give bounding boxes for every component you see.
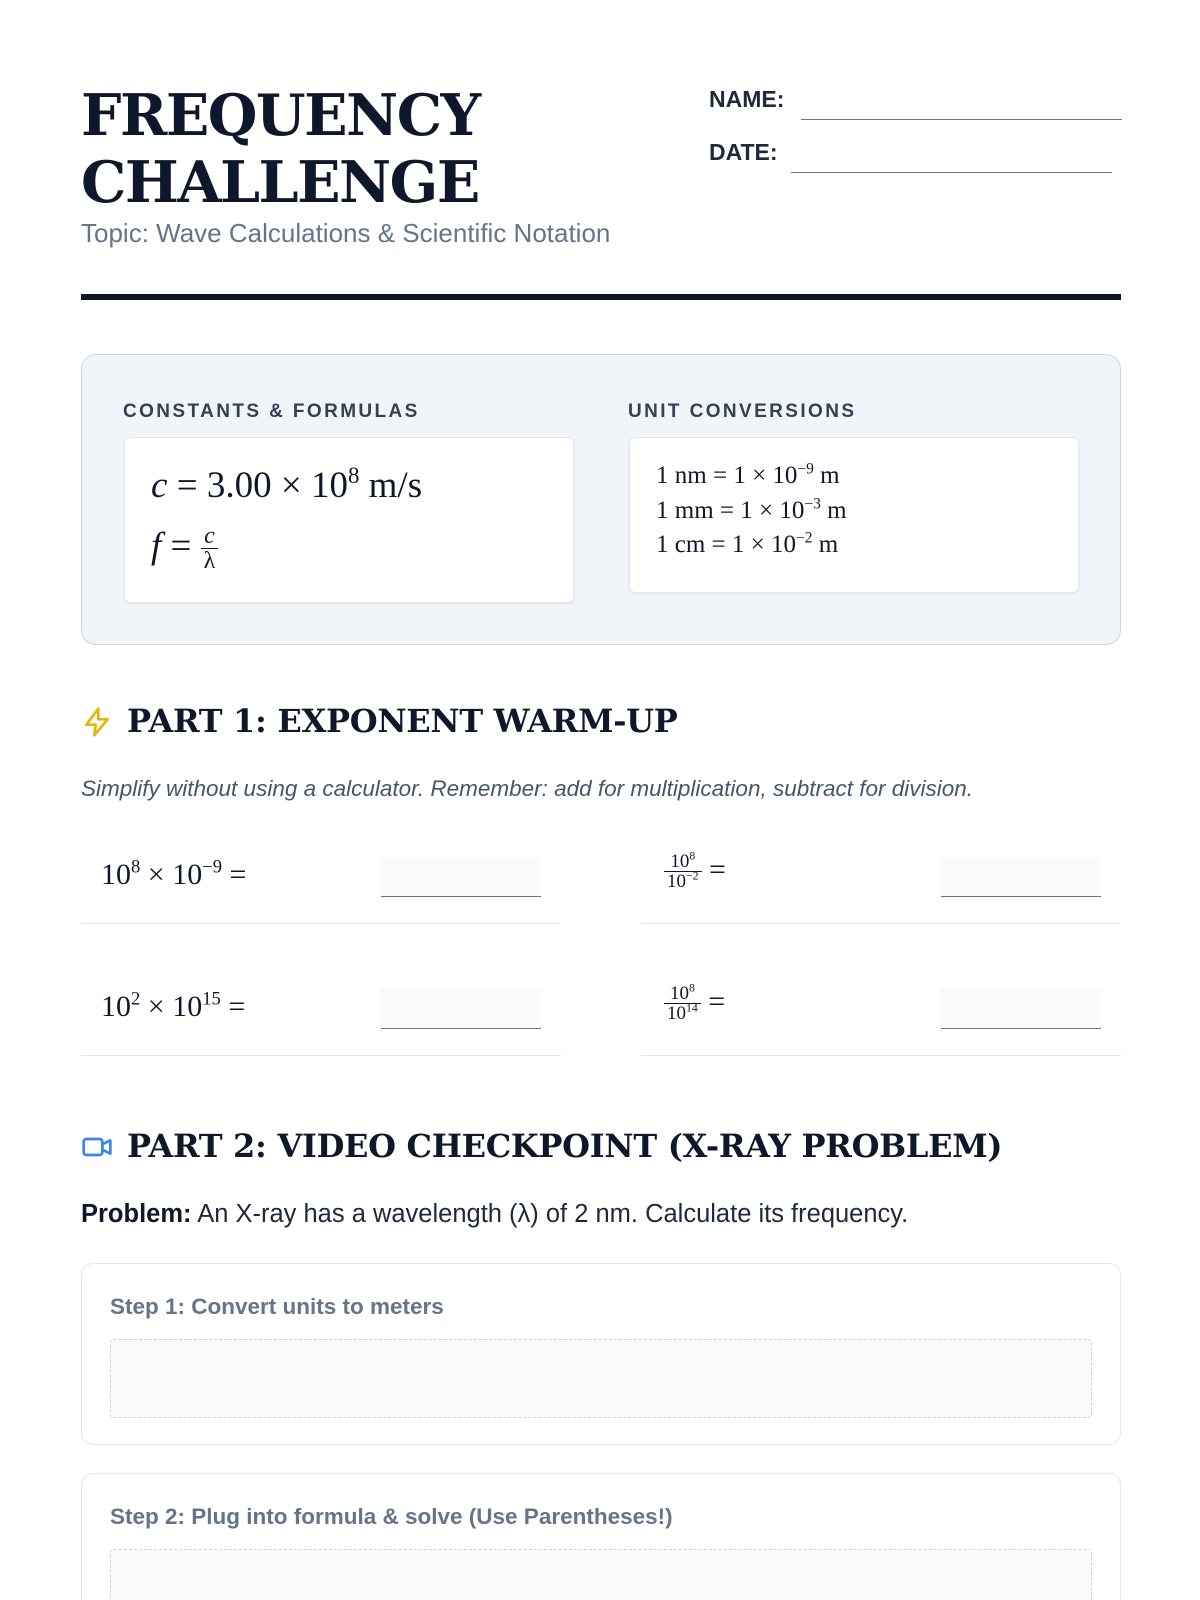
- part2-title: PART 2: VIDEO CHECKPOINT (X-RAY PROBLEM): [127, 1127, 1003, 1165]
- step-1-work-area[interactable]: [110, 1339, 1092, 1418]
- conversion-cm: 1 cm = $1 \times 10^{-2}$ m: [656, 529, 839, 558]
- problem-text: An X-ray has a wavelength (λ) of 2 nm. Calculate its frequency.: [191, 1200, 909, 1228]
- exercise-4-fraction: $\frac{10^8}{10^{14}}$: [664, 984, 701, 1024]
- problem-label: Problem:: [81, 1200, 192, 1228]
- lightning-icon: [81, 706, 113, 738]
- exercise-4-expression: $\frac{10^8}{10^{14}}$ =: [664, 984, 725, 1024]
- worksheet-title: [81, 82, 681, 216]
- date-field[interactable]: [791, 172, 1112, 173]
- video-camera-icon: [81, 1131, 113, 1163]
- constants-card: [124, 437, 574, 603]
- date-label: DATE:: [709, 139, 778, 165]
- speed-of-light-formula: $c = 3.00 \times 10^8$ m/s: [151, 462, 423, 506]
- exercise-2-divider: [641, 923, 1121, 924]
- topic-subtitle: Topic: Wave Calculations & Scientific Notation: [81, 218, 611, 248]
- exercise-2-answer[interactable]: [941, 857, 1101, 897]
- title-line-2: CHALLENGE: [81, 149, 479, 216]
- step-1-label: Step 1: Convert units to meters: [110, 1294, 444, 1319]
- constants-heading: CONSTANTS & FORMULAS: [123, 401, 420, 422]
- name-label: NAME:: [709, 86, 785, 112]
- header-divider: [81, 294, 1121, 300]
- step-2-card: [81, 1473, 1121, 1600]
- exercise-3-expression: $10^2 \times 10^{15}$ =: [101, 988, 246, 1023]
- title-line-1: FREQUENCY: [81, 82, 480, 149]
- exercise-2-expression: $\frac{10^8}{10^{-2}}$ =: [664, 852, 726, 892]
- part1-title: PART 1: EXPONENT WARM-UP: [127, 702, 678, 740]
- problem-statement: [81, 1200, 908, 1229]
- exercise-4-divider: [641, 1055, 1121, 1056]
- exercise-1-expression: $10^8 \times 10^{-9}$ =: [101, 856, 247, 891]
- exercise-1-divider: [81, 923, 561, 924]
- name-field[interactable]: [801, 119, 1122, 120]
- exercise-1-answer[interactable]: [381, 857, 541, 897]
- step-2-label: Step 2: Plug into formula & solve (Use Parentheses!): [110, 1504, 673, 1529]
- conversion-nm: 1 nm = $1 \times 10^{-9}$ m: [656, 460, 840, 489]
- exercise-3-divider: [81, 1055, 561, 1056]
- part1-instructions: Simplify without using a calculator. Remember: add for multiplication, subtract for division.: [81, 776, 974, 801]
- conversion-mm: 1 mm = $1 \times 10^{-3}$ m: [656, 495, 847, 524]
- conversions-heading: UNIT CONVERSIONS: [628, 401, 857, 422]
- reference-panel: [81, 354, 1121, 645]
- step-2-work-area[interactable]: [110, 1549, 1092, 1600]
- exercise-2-fraction: $\frac{10^8}{10^{-2}}$: [664, 852, 702, 892]
- frequency-formula: f = $\frac{c}{\lambda}$: [151, 524, 218, 574]
- conversions-card: [629, 437, 1079, 593]
- exercise-3-answer[interactable]: [381, 989, 541, 1029]
- step-1-card: [81, 1263, 1121, 1445]
- exercise-4-answer[interactable]: [941, 989, 1101, 1029]
- c-over-lambda-fraction: $\frac{c}{\lambda}$: [201, 524, 219, 574]
